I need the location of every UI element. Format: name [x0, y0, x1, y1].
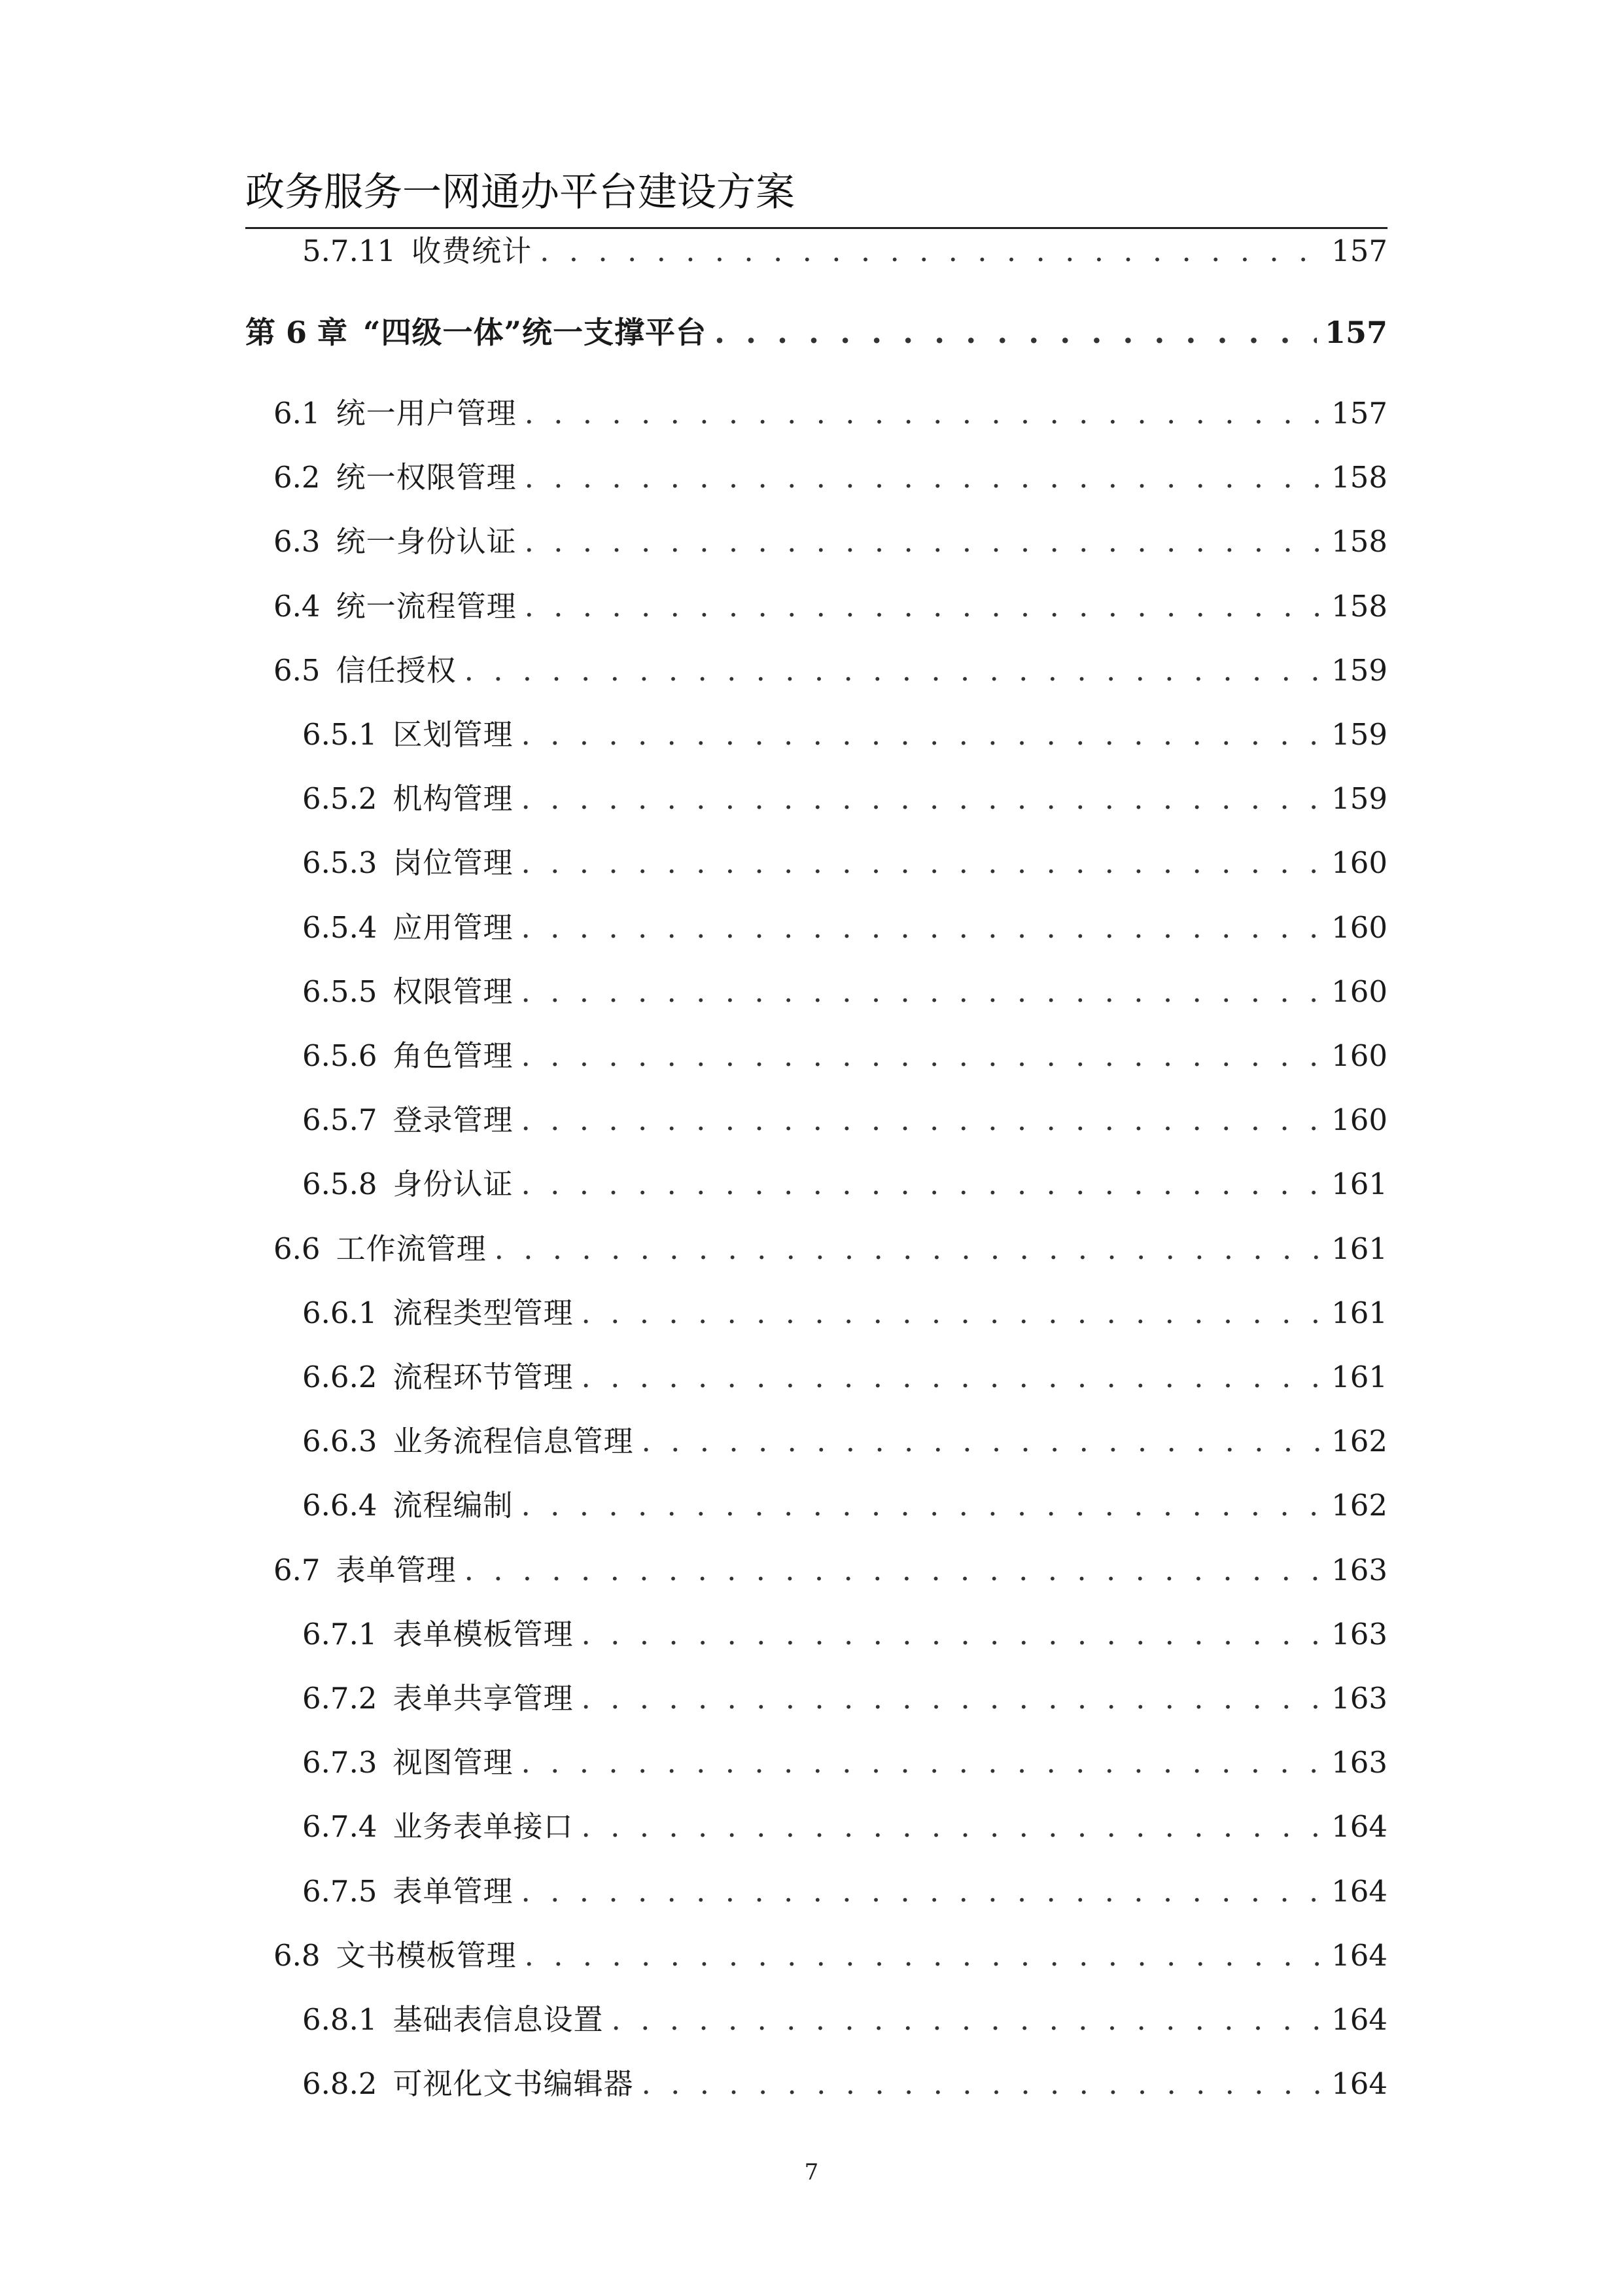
toc-entry-title: 统一用户管理 — [336, 396, 517, 431]
toc-entry[interactable] — [302, 2063, 1387, 2105]
toc-entry-number: 6.7.5 — [302, 1873, 377, 1909]
toc-entry[interactable] — [302, 971, 1387, 1013]
toc-entry-number: 6.8.1 — [302, 2002, 377, 2037]
toc-entry[interactable] — [302, 1356, 1387, 1398]
toc-dot-leader — [642, 1421, 1324, 1462]
toc-entry-number: 6.5.4 — [302, 910, 377, 945]
toc-entry-title: 表单管理 — [336, 1552, 457, 1587]
toc-entry[interactable] — [302, 842, 1387, 884]
toc-dot-leader — [521, 971, 1324, 1013]
toc-entry-page-number: 157 — [1331, 396, 1387, 431]
toc-entry-number: 6.7 — [273, 1552, 321, 1587]
toc-entry-number: 6.7.1 — [302, 1616, 377, 1651]
toc-entry-number: 6.7.4 — [302, 1809, 377, 1845]
toc-entry-number: 6.8.2 — [302, 2066, 377, 2102]
toc-entry-number: 6.8 — [273, 1937, 321, 1973]
toc-dot-leader — [521, 1099, 1324, 1141]
toc-entry-title: 业务表单接口 — [393, 1809, 574, 1845]
toc-entry-number: 5.7.11 — [302, 234, 396, 268]
toc-dot-leader — [521, 1871, 1324, 1913]
toc-entry-page-number: 160 — [1331, 1038, 1387, 1073]
toc-dot-leader — [582, 1292, 1324, 1334]
toc-dot-leader — [714, 311, 1317, 353]
toc-dot-leader — [464, 1549, 1324, 1591]
toc-entry-number: 6.7.2 — [302, 1681, 377, 1716]
toc-entry-page-number: 164 — [1331, 2066, 1387, 2102]
toc-dot-leader — [612, 1999, 1324, 2041]
toc-entry-number: 6.6.4 — [302, 1488, 377, 1523]
toc-entry-number: 6.6 — [273, 1231, 321, 1266]
toc-entry-page-number: 161 — [1331, 1231, 1387, 1266]
toc-entry-page-number: 160 — [1331, 974, 1387, 1009]
toc-entry-page-number: 160 — [1331, 1103, 1387, 1138]
toc-entry-page-number: 163 — [1331, 1552, 1387, 1587]
toc-entry-number: 6.6.2 — [302, 1360, 377, 1394]
toc-entry-title: 基础表信息设置 — [393, 2002, 604, 2037]
toc-entry-title: 工作流管理 — [336, 1231, 487, 1266]
toc-entry-page-number: 160 — [1331, 910, 1387, 945]
toc-dot-leader — [582, 1678, 1324, 1720]
toc-entry-number: 6.5.8 — [302, 1167, 377, 1202]
toc-entry-title: 表单共享管理 — [393, 1681, 574, 1716]
toc-entry-page-number: 163 — [1331, 1745, 1387, 1780]
toc-entry-title: 视图管理 — [393, 1745, 514, 1780]
toc-entry-title: 统一身份认证 — [336, 524, 517, 559]
toc-entry[interactable] — [273, 1549, 1387, 1591]
toc-entry[interactable] — [273, 393, 1387, 434]
toc-entry-page-number: 162 — [1331, 1424, 1387, 1459]
toc-entry-number: 6.7.3 — [302, 1745, 377, 1780]
toc-dot-leader — [521, 1163, 1324, 1205]
toc-entry[interactable] — [302, 1163, 1387, 1205]
toc-entry-number: 6.6.1 — [302, 1295, 377, 1330]
toc-entry-number: 6.5.6 — [302, 1038, 377, 1073]
toc-entry-page-number: 164 — [1331, 1809, 1387, 1845]
toc-entry-page-number: 163 — [1331, 1616, 1387, 1651]
toc-entry-title: 流程类型管理 — [393, 1295, 574, 1330]
toc-dot-leader — [525, 521, 1324, 563]
toc-entry[interactable] — [302, 1292, 1387, 1334]
toc-entry-page-number: 161 — [1331, 1295, 1387, 1330]
toc-entry-number: 6.6.3 — [302, 1424, 377, 1459]
toc-entry-title: 机构管理 — [393, 781, 514, 817]
toc-dot-leader — [582, 1614, 1324, 1655]
toc-entry-page-number: 157 — [1324, 315, 1387, 350]
toc-entry-page-number: 158 — [1331, 524, 1387, 559]
toc-entry-title: 流程环节管理 — [393, 1360, 574, 1394]
toc-entry[interactable] — [302, 1999, 1387, 2041]
toc-entry-page-number: 160 — [1331, 845, 1387, 881]
toc-dot-leader — [521, 842, 1324, 884]
toc-entry-title: 区划管理 — [393, 717, 514, 752]
document-title: 政务服务一网通办平台建设方案 — [245, 169, 795, 215]
toc-entry[interactable] — [302, 1806, 1387, 1848]
toc-entry-title: 信任授权 — [336, 652, 457, 688]
toc-entry-page-number: 164 — [1331, 1873, 1387, 1909]
toc-entry-title: 登录管理 — [393, 1103, 514, 1138]
toc-entry-number: 6.1 — [273, 396, 321, 431]
toc-entry-number: 6.2 — [273, 460, 321, 495]
toc-entry-number: 6.3 — [273, 524, 321, 559]
toc-dot-leader — [582, 1356, 1324, 1398]
toc-entry-title: 文书模板管理 — [336, 1937, 517, 1973]
toc-entry-title: 收费统计 — [411, 234, 532, 268]
toc-entry[interactable] — [273, 1228, 1387, 1270]
toc-dot-leader — [521, 1742, 1324, 1784]
toc-entry-number: 6.5.1 — [302, 717, 377, 752]
toc-entry-title: 表单模板管理 — [393, 1616, 574, 1651]
toc-entry-page-number: 161 — [1331, 1167, 1387, 1202]
toc-entry[interactable] — [302, 1035, 1387, 1077]
toc-entry[interactable] — [302, 1678, 1387, 1720]
toc-entry[interactable] — [273, 521, 1387, 563]
toc-entry-page-number: 161 — [1331, 1360, 1387, 1394]
page-number: 7 — [804, 2159, 819, 2185]
toc-entry[interactable] — [302, 778, 1387, 820]
toc-entry-page-number: 164 — [1331, 2002, 1387, 2037]
toc-entry-title: 角色管理 — [393, 1038, 514, 1073]
toc-entry-number: 6.5.2 — [302, 781, 377, 817]
toc-chapter-entry[interactable] — [245, 311, 1387, 353]
toc-dot-leader — [521, 1035, 1324, 1077]
toc-entry[interactable] — [273, 586, 1387, 627]
toc-dot-leader — [525, 393, 1324, 434]
toc-entry-number: 6.4 — [273, 588, 321, 624]
toc-entry-title: “四级一体”统一支撑平台 — [363, 315, 707, 350]
toc-entry-title: 统一权限管理 — [336, 460, 517, 495]
toc-entry[interactable] — [273, 650, 1387, 692]
toc-entry[interactable] — [302, 1871, 1387, 1913]
toc-dot-leader — [582, 1806, 1324, 1848]
toc-entry[interactable] — [302, 907, 1387, 949]
toc-dot-leader — [521, 778, 1324, 820]
toc-dot-leader — [495, 1228, 1324, 1270]
toc-entry[interactable] — [302, 1485, 1387, 1527]
toc-entry-title: 身份认证 — [393, 1167, 514, 1202]
toc-entry-page-number: 164 — [1331, 1937, 1387, 1973]
toc-entry-page-number: 158 — [1331, 588, 1387, 624]
toc-entry-number: 6.5.7 — [302, 1103, 377, 1138]
toc-entry-number: 6.5 — [273, 652, 321, 688]
toc-entry[interactable] — [302, 230, 1387, 272]
toc-dot-leader — [642, 2063, 1324, 2105]
toc-entry[interactable] — [273, 457, 1387, 499]
toc-entry-number: 第 6 章 — [245, 315, 348, 350]
toc-entry-page-number: 158 — [1331, 460, 1387, 495]
toc-dot-leader — [525, 457, 1324, 499]
toc-entry-title: 权限管理 — [393, 974, 514, 1009]
toc-dot-leader — [540, 230, 1323, 272]
toc-dot-leader — [525, 1935, 1324, 1977]
toc-entry-page-number: 159 — [1331, 717, 1387, 752]
toc-dot-leader — [521, 907, 1324, 949]
toc-entry[interactable] — [302, 1421, 1387, 1462]
toc-dot-leader — [525, 586, 1324, 627]
toc-entry-page-number: 163 — [1331, 1681, 1387, 1716]
toc-entry-title: 流程编制 — [393, 1488, 514, 1523]
toc-entry-number: 6.5.5 — [302, 974, 377, 1009]
toc-entry[interactable] — [302, 714, 1387, 756]
toc-entry[interactable] — [302, 1614, 1387, 1655]
toc-entry-title: 应用管理 — [393, 910, 514, 945]
toc-dot-leader — [521, 714, 1324, 756]
toc-dot-leader — [464, 650, 1324, 692]
toc-entry-page-number: 157 — [1331, 234, 1387, 268]
toc-entry[interactable] — [302, 1099, 1387, 1141]
toc-entry-page-number: 159 — [1331, 652, 1387, 688]
toc-entry-title: 岗位管理 — [393, 845, 514, 881]
toc-entry-title: 表单管理 — [393, 1873, 514, 1909]
toc-entry[interactable] — [273, 1935, 1387, 1977]
toc-dot-leader — [521, 1485, 1324, 1527]
toc-entry-page-number: 159 — [1331, 781, 1387, 817]
toc-entry-number: 6.5.3 — [302, 845, 377, 881]
toc-entry[interactable] — [302, 1742, 1387, 1784]
toc-entry-title: 统一流程管理 — [336, 588, 517, 624]
toc-entry-page-number: 162 — [1331, 1488, 1387, 1523]
toc-entry-title: 业务流程信息管理 — [393, 1424, 634, 1459]
toc-entry-title: 可视化文书编辑器 — [393, 2066, 634, 2102]
